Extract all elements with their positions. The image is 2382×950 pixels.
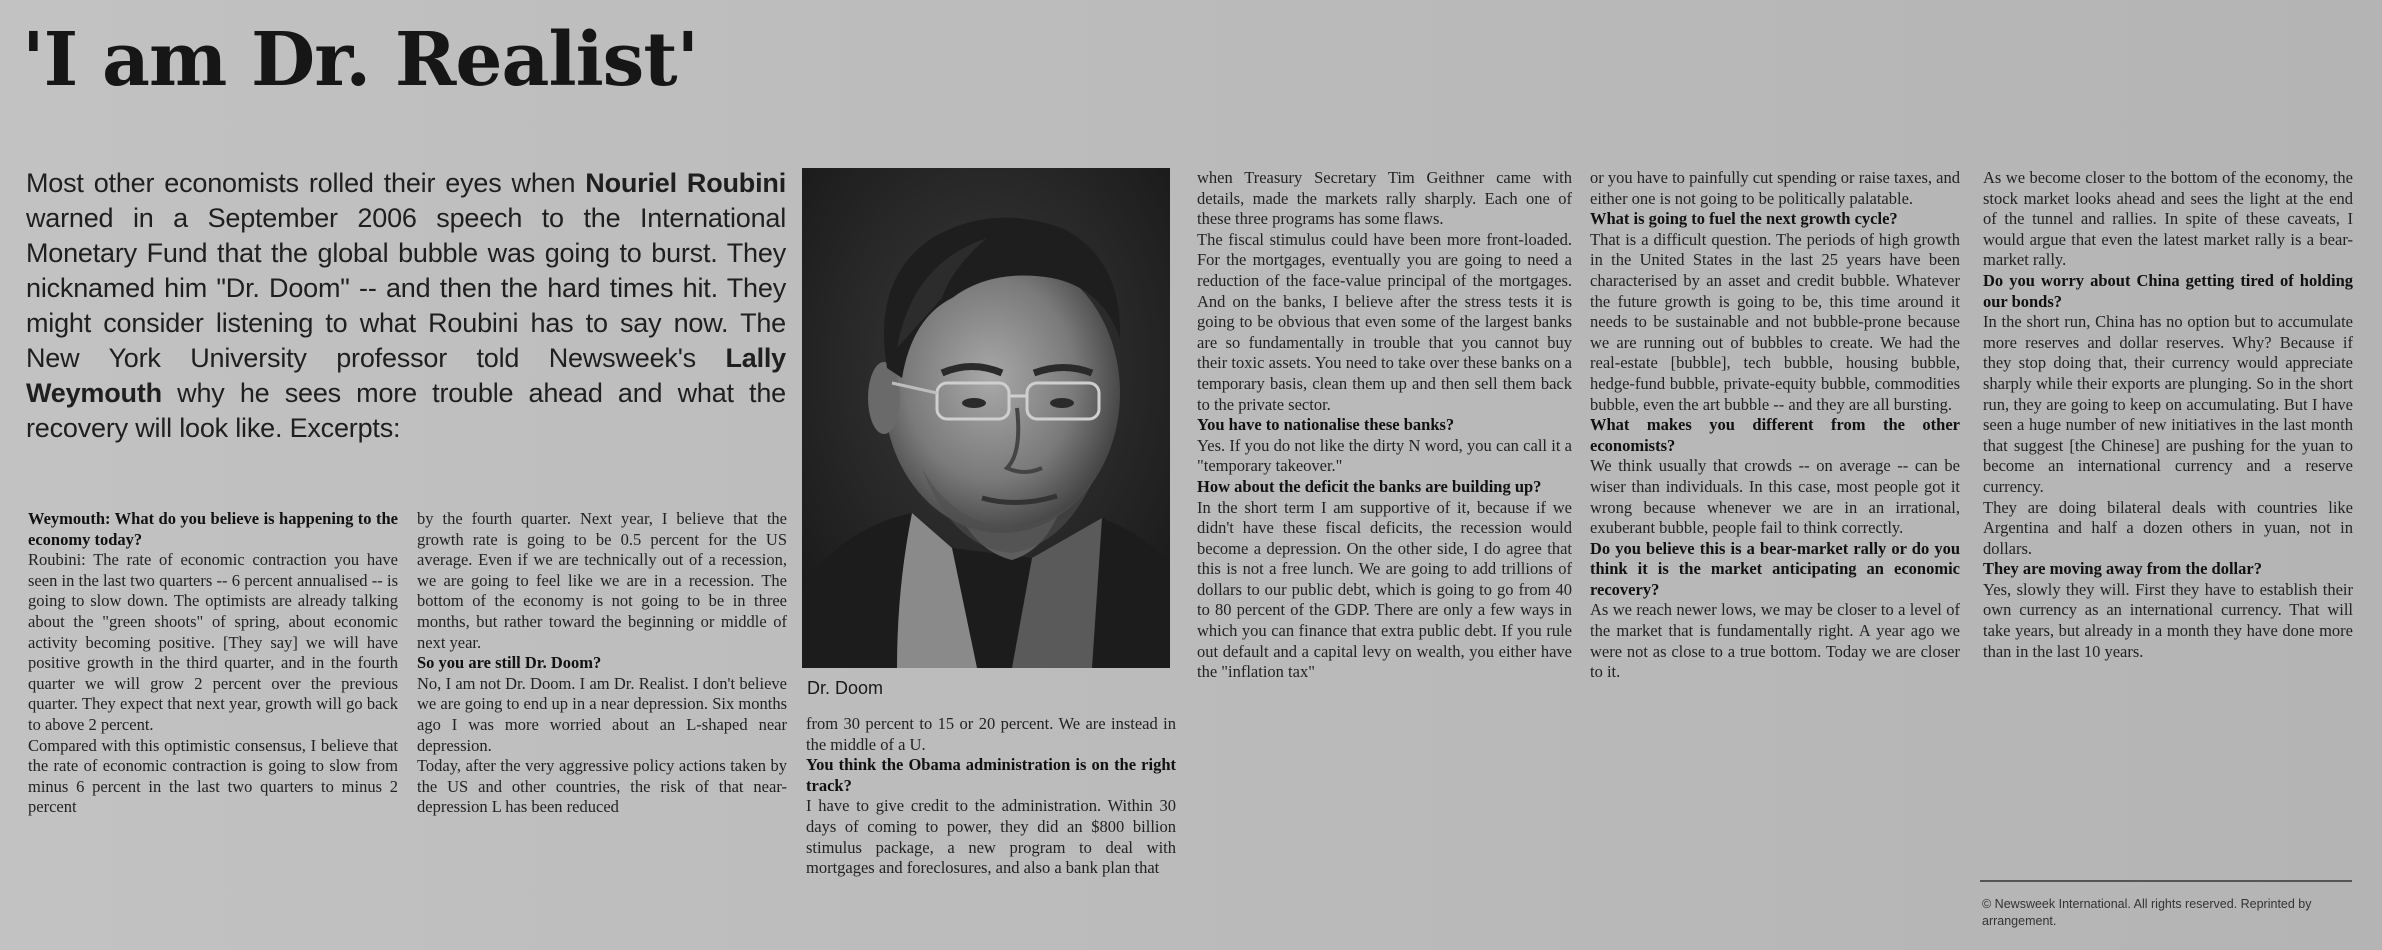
answer-paragraph: when Treasury Secretary Tim Geithner came with details, made the markets rally sharply. Each one of these three programs has some flaws. [1197, 168, 1572, 229]
answer-paragraph: from 30 percent to 15 or 20 percent. We are instead in the middle of a U. [806, 714, 1176, 754]
footer-rule [1980, 880, 2352, 882]
question-paragraph: How about the deficit the banks are building up? [1197, 476, 1542, 496]
intro-name-weymouth: Lally Weymouth [26, 343, 786, 408]
question-paragraph: Weymouth: What do you believe is happening to the economy today? [28, 509, 398, 549]
article-column-2 [417, 509, 787, 929]
answer-paragraph: As we become closer to the bottom of the economy, the stock market looks ahead and sees the light at the end of the tunnel and rallies. In spite of these caveats, I would argue that even the latest market rally is a bear-market rally. [1983, 168, 2353, 270]
answer-paragraph: They are doing bilateral deals with countries like Argentina and half a dozen others in yuan, not in dollars. [1983, 497, 2353, 558]
portrait-photo [802, 168, 1170, 668]
intro-paragraph [26, 166, 786, 446]
question-paragraph: You think the Obama administration is on the right track? [806, 755, 1176, 795]
question-paragraph: Do you worry about China getting tired of holding our bonds? [1983, 270, 2353, 311]
copyright-note: © Newsweek International. All rights reserved. Reprinted by arrangement. [1982, 897, 2312, 928]
answer-paragraph: The fiscal stimulus could have been more front-loaded. For the mortgages, eventually you are going to need a reduction of the face-value principal of the mortgages. And on the banks, I believe after the stress tests it is going to be obvious that even some of the largest banks are so fundamentally in trouble that you cannot buy their toxic assets. You need to take over these banks on a temporary basis, clean them up and then sell them back to the private sector. [1197, 229, 1572, 414]
intro-text-1: Most other economists rolled their eyes when [26, 168, 586, 198]
intro-text-3: why he sees more trouble ahead and what the recovery will look like. Excerpts: [26, 378, 786, 443]
question-paragraph: They are moving away from the dollar? [1983, 559, 2262, 579]
answer-paragraph: or you have to painfully cut spending or raise taxes, and either one is not going to be politically palatable. [1590, 168, 1960, 208]
answer-paragraph: by the fourth quarter. Next year, I believe that the growth rate is going to be 0.5 percent for the US average. Even if we are technically out of a recession, we are going to feel like we are in a recession. The bottom of the economy is not going to be in three months, but rather toward the beginning or middle of next year. [417, 509, 787, 652]
answer-paragraph: Yes, slowly they will. First they have to establish their own currency as an international currency. That will take years, but already in a month they have done more than in the last 10 years. [1983, 579, 2353, 661]
answer-paragraph: That is a difficult question. The periods of high growth in the United States in the last 25 years have been characterised by an asset and credit bubble. Whatever the future growth is going to be, this time around it needs to be sustainable and not bubble-prone because we are running out of bubbles to create. We had the real-estate [bubble], tech bubble, housing bubble, hedge-fund bubble, private-equity bubble, commodities bubble, even the art bubble -- and they are all bursting. [1590, 229, 1960, 414]
photo-caption: Dr. Doom [807, 678, 884, 698]
answer-paragraph: We think usually that crowds -- on average -- can be wiser than individuals. In this case, most people got it wrong because whenever we are in an irrational, exuberant bubble, people fail to think correctly. [1590, 456, 1960, 538]
answer-paragraph: Compared with this optimistic consensus, I believe that the rate of economic contraction is going to slow from minus 6 percent in the last two quarters to minus 2 percent [28, 735, 398, 817]
answer-paragraph: In the short term I am supportive of it, because if we didn't have these fiscal deficits, the recession would become a depression. On the other side, I do agree that this is not a free lunch. We are going to add trillions of dollars to our public debt, which is going to go from 40 to 80 percent of the GDP. There are only a few ways in which you can finance that extra public debt. If you rule out default and a capital levy on wealth, you either have the "inflation tax" [1197, 497, 1572, 682]
question-paragraph: You have to nationalise these banks? [1197, 415, 1455, 435]
answer-paragraph: No, I am not Dr. Doom. I am Dr. Realist. I don't believe we are going to end up in a near depression. Six months ago I was more worried about an L-shaped near depression. [417, 673, 787, 755]
article-column-6 [1983, 168, 2353, 868]
answer-paragraph: As we reach newer lows, we may be closer to a level of the market that is fundamentally right. A year ago we were not as close to a true bottom. Today we are closer to it. [1590, 600, 1960, 682]
answer-paragraph: I have to give credit to the administration. Within 30 days of coming to power, they did an $800 billion stimulus package, a new program to deal with mortgages and foreclosures, and also a bank plan that [806, 796, 1176, 878]
answer-paragraph: In the short run, China has no option but to accumulate more reserves and dollar reserves. Why? Because if they stop doing that, their currency would appreciate sharply while their exports are plunging. So in the short run, they are going to keep on accumulating. But I have seen a huge number of new initiatives in the last month that suggest [the Chinese] are pushing for the yuan to become an international currency and a reserve currency. [1983, 312, 2353, 496]
article-column-5 [1590, 168, 1960, 938]
article-column-3 [806, 714, 1176, 934]
headline: 'I am Dr. Realist' [22, 17, 699, 103]
question-paragraph: Do you believe this is a bear-market rally or do you think it is the market anticipating an economic recovery? [1590, 538, 1960, 599]
article-column-4 [1197, 168, 1572, 938]
answer-paragraph: Roubini: The rate of economic contraction you have seen in the last two quarters -- 6 percent annualised -- is going to slow down. The optimists are already talking about the "green shoots" of spring, about economic activity becoming positive. [They say] we will have positive growth in the third quarter, and in the fourth quarter we will grow 2 percent over the previous quarter. They expect that next year, growth will go back to above 2 percent. [28, 550, 398, 734]
question-paragraph: So you are still Dr. Doom? [417, 653, 602, 673]
question-paragraph: What makes you different from the other economists? [1590, 415, 1960, 455]
question-paragraph: What is going to fuel the next growth cycle? [1590, 209, 1898, 229]
portrait-illustration [802, 168, 1170, 668]
intro-name-roubini: Nouriel Roubini [585, 168, 786, 198]
answer-paragraph: Yes. If you do not like the dirty N word, you can call it a "temporary takeover." [1197, 435, 1572, 476]
intro-text-2: warned in a September 2006 speech to the International Monetary Fund that the global bubble was going to burst. They nicknamed him "Dr. Doom" -- and then the hard times hit. They might consider listening to what Roubini has to say now. The New York University professor told Newsweek's [26, 203, 786, 373]
article-column-1 [28, 509, 398, 929]
answer-paragraph: Today, after the very aggressive policy actions taken by the US and other countries, the risk of that near-depression L has been reduced [417, 756, 787, 817]
